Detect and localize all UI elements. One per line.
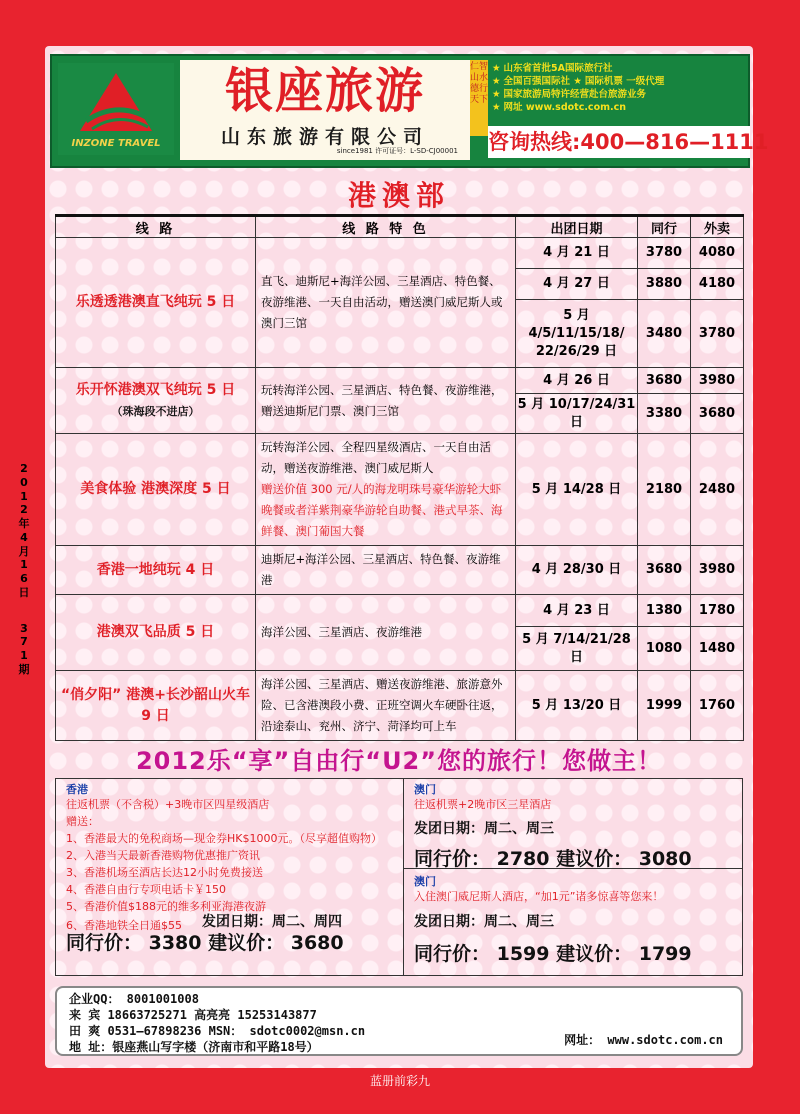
package-city: 澳门 xyxy=(414,783,436,796)
peer-price: 3480 xyxy=(638,300,691,368)
feature-item: ★ 全国百强国际社 ★ 国际机票 一级代理 xyxy=(492,76,665,87)
departure-days: 发团日期：周二、周三 xyxy=(414,914,554,930)
table-row xyxy=(56,368,744,394)
contact-website: 网址： www.sdotc.com.cn xyxy=(564,1033,723,1047)
peer-price: 3680 xyxy=(638,368,691,394)
side-issue: 371期 xyxy=(18,621,30,676)
departure-date: 5 月 10/17/24/31 日 xyxy=(516,394,638,434)
peer-price: 1999 xyxy=(638,671,691,741)
package-price: 同行价： 1599 建议价： 1799 xyxy=(414,943,692,965)
departure-date: 4 月 27 日 xyxy=(516,269,638,300)
col-header-features: 线 路 特 色 xyxy=(256,216,516,238)
feature-list xyxy=(492,62,748,114)
retail-price: 3980 xyxy=(691,368,744,394)
contact-address: 地 址：银座燕山写字楼（济南市和平路18号） xyxy=(69,1040,319,1054)
side-date-note xyxy=(17,462,31,677)
route-features: 玩转海洋公园、全程四星级酒店、一天自由活动，赠送夜游维港、澳门威尼斯人 xyxy=(261,440,491,475)
retail-price: 4180 xyxy=(691,269,744,300)
retail-price: 3780 xyxy=(691,300,744,368)
peer-price: 3380 xyxy=(638,394,691,434)
macau-package-venetian xyxy=(404,871,742,975)
col-header-retail-price: 外卖 xyxy=(691,216,744,238)
contact-msn: 田 爽 0531—67898236 MSN： sdotc0002@msn.cn xyxy=(69,1024,366,1038)
feature-item: ★ 国家旅游局特许经营赴台旅游业务 xyxy=(492,89,647,100)
table-row xyxy=(56,595,744,627)
route-features: 迪斯尼+海洋公园、三星酒店、特色餐、夜游维港 xyxy=(256,546,516,595)
contact-phones: 来 宾 18663725271 高亮亮 15253143877 xyxy=(69,1008,317,1022)
star-icon: ★ xyxy=(492,76,501,87)
company-logo xyxy=(58,63,174,155)
brand-title: 银座旅游 xyxy=(224,63,425,119)
star-icon: ★ xyxy=(492,63,501,74)
contact-box xyxy=(55,986,743,1056)
peer-price: 2180 xyxy=(638,434,691,546)
departure-date: 5 月 13/20 日 xyxy=(516,671,638,741)
header-banner xyxy=(50,54,769,168)
route-name: “俏夕阳” 港澳+长沙韶山火车 9 日 xyxy=(56,671,256,741)
star-icon: ★ xyxy=(492,102,501,113)
package-description: 入住澳门威尼斯人酒店，“加1元”诸多惊喜等您来！ xyxy=(414,890,664,903)
departure-days: 发团日期：周二、周三 xyxy=(414,821,554,837)
departure-days: 发团日期：周二、周四 xyxy=(202,914,342,930)
department-title: 港澳部 xyxy=(347,179,450,212)
side-date: 2012年4月16日 xyxy=(18,462,30,599)
package-city: 香港 xyxy=(66,783,88,796)
route-name: 乐开怀港澳双飞纯玩 5 日 xyxy=(75,381,236,398)
retail-price: 3680 xyxy=(691,394,744,434)
table-row xyxy=(56,546,744,595)
table-row xyxy=(56,238,744,269)
star-icon: ★ xyxy=(573,76,582,87)
license-number: since1981 许可证号：L-SD-CJ00001 xyxy=(336,147,458,155)
star-icon: ★ xyxy=(492,89,501,100)
peer-price: 3880 xyxy=(638,269,691,300)
departure-date: 4 月 23 日 xyxy=(516,595,638,627)
slogan: 仁智山水德行天下 xyxy=(470,60,488,136)
routes-table xyxy=(55,214,744,741)
package-city: 澳门 xyxy=(414,875,436,888)
gift-item: 4、香港自由行专项电话卡￥150 xyxy=(66,883,226,896)
peer-price: 3680 xyxy=(638,546,691,595)
contact-qq: 企业QQ： 8001001008 xyxy=(69,992,199,1006)
macau-package-basic xyxy=(404,779,742,869)
departure-date: 4 月 28/30 日 xyxy=(516,546,638,595)
gift-item: 5、香港价值$188元的维多利亚海港夜游 xyxy=(66,900,266,913)
mountain-logo-icon xyxy=(78,71,154,135)
route-name: 港澳双飞品质 5 日 xyxy=(56,595,256,671)
brand-panel xyxy=(180,60,470,160)
departure-date: 5 月 7/14/21/28 日 xyxy=(516,627,638,671)
macau-packages xyxy=(404,779,742,975)
brand-subtitle: 山东旅游有限公司 xyxy=(220,126,429,148)
gift-label: 赠送： xyxy=(66,815,99,828)
departure-date: 5 月 4/5/11/15/18/ 22/26/29 日 xyxy=(516,300,638,368)
free-travel-packages xyxy=(55,778,743,976)
route-features: 玩转海洋公园、三星酒店、特色餐、夜游维港，赠送迪斯尼门票、澳门三馆 xyxy=(256,368,516,434)
route-features: 直飞、迪斯尼+海洋公园、三星酒店、特色餐、夜游维港、一天自由活动，赠送澳门威尼斯人或澳门三馆 xyxy=(256,238,516,368)
route-features: 海洋公园、三星酒店、夜游维港 xyxy=(256,595,516,671)
retail-price: 1480 xyxy=(691,627,744,671)
logo-english-name: INZONE TRAVEL xyxy=(71,138,161,149)
table-header-row xyxy=(56,216,744,238)
table-row xyxy=(56,434,744,546)
peer-price: 1080 xyxy=(638,627,691,671)
route-name-cell xyxy=(56,368,256,434)
hotline-number: 咨询热线:400—816—1111 xyxy=(488,126,750,158)
package-price: 同行价： 2780 建议价： 3080 xyxy=(414,848,692,870)
brochure-page xyxy=(45,46,769,1068)
gift-item: 3、香港机场至酒店长达12小时免费接送 xyxy=(66,866,263,879)
departure-date: 4 月 21 日 xyxy=(516,238,638,269)
retail-price: 3980 xyxy=(691,546,744,595)
peer-price: 3780 xyxy=(638,238,691,269)
col-header-peer-price: 同行 xyxy=(638,216,691,238)
package-description: 往返机票+2晚市区三星酒店 xyxy=(414,798,552,811)
route-note: （珠海段不进店） xyxy=(111,404,200,418)
package-price: 同行价： 3380 建议价： 3680 xyxy=(66,932,344,954)
retail-price: 1760 xyxy=(691,671,744,741)
departure-date: 5 月 14/28 日 xyxy=(516,434,638,546)
gift-item: 2、入港当天最新香港购物优惠推广资讯 xyxy=(66,849,260,862)
hk-last-gift-row xyxy=(66,915,393,932)
route-features-cell xyxy=(256,434,516,546)
route-name: 香港一地纯玩 4 日 xyxy=(56,546,256,595)
route-name: 乐透透港澳直飞纯玩 5 日 xyxy=(56,238,256,368)
package-description: 往返机票（不含税）+3晚市区四星级酒店 xyxy=(66,798,270,811)
feature-item: ★ 网址 www.sdotc.com.cn xyxy=(492,102,626,113)
hk-package xyxy=(56,779,404,975)
gift-item: 1、香港最大的免税商场—现金券HK$1000元。（尽享超值购物） xyxy=(66,832,382,845)
promo-banner: 2012乐“享”自由行“U2”您的旅行！您做主！ xyxy=(135,747,663,775)
col-header-date: 出团日期 xyxy=(516,216,638,238)
retail-price: 4080 xyxy=(691,238,744,269)
peer-price: 1380 xyxy=(638,595,691,627)
page-label: 蓝册前彩九 xyxy=(369,1074,430,1088)
gift-item: 6、香港地铁全日通$55 xyxy=(66,919,182,932)
retail-price: 1780 xyxy=(691,595,744,627)
route-gift-highlight: 赠送价值 300 元/人的海龙明珠号豪华游轮大虾晚餐或者洋紫荆豪华游轮自助餐、港式早茶、海鲜餐、澳门葡国大餐 xyxy=(261,482,503,538)
departure-date: 4 月 26 日 xyxy=(516,368,638,394)
table-row xyxy=(56,671,744,741)
route-features: 海洋公园、三星酒店、赠送夜游维港、旅游意外险、已含港澳段小费、正班空调火车硬卧往返， 沿途泰山、兖州、济宁、菏泽均可上车 xyxy=(256,671,516,741)
retail-price: 2480 xyxy=(691,434,744,546)
route-name: 美食体验 港澳深度 5 日 xyxy=(56,434,256,546)
feature-item: ★ 山东省首批5A国际旅行社 xyxy=(492,63,613,74)
col-header-route: 线 路 xyxy=(56,216,256,238)
